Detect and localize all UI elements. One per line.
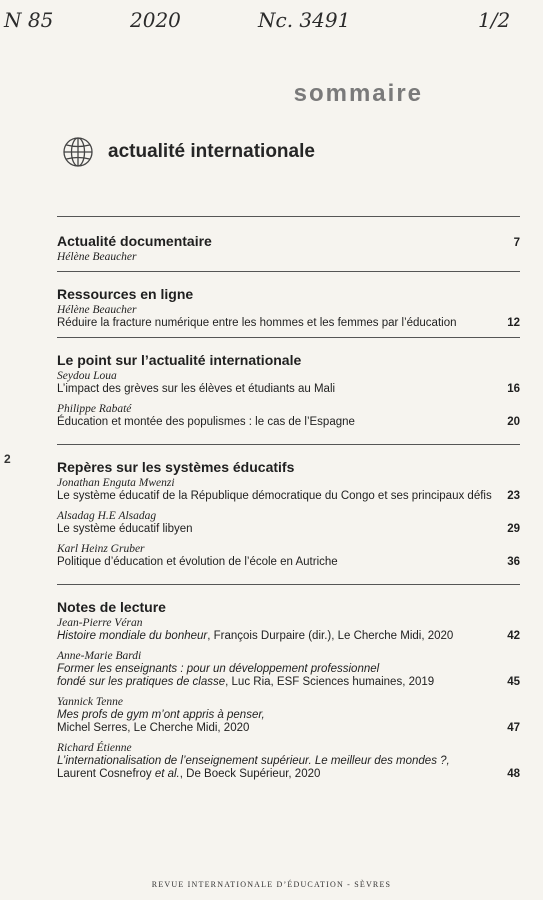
toc-author: Jonathan Enguta Mwenzi (57, 477, 175, 489)
book-title: Former les enseignants : pour un développement professionnel (57, 663, 380, 675)
toc-entry-title: Éducation et montée des populismes : le cas de l’Espagne (57, 416, 355, 428)
toc-entry (57, 696, 520, 734)
toc-entry-title: Le système éducatif libyen (57, 523, 193, 535)
toc-entry (57, 650, 520, 688)
table-of-contents (57, 216, 520, 796)
toc-entry (57, 510, 520, 535)
toc-section (57, 584, 520, 796)
book-details: Michel Serres, Le Cherche Midi, 2020 (57, 722, 250, 734)
toc-author: Karl Heinz Gruber (57, 543, 145, 555)
toc-section (57, 337, 520, 444)
toc-entry-title: L’impact des grèves sur les élèves et étudiants au Mali (57, 383, 336, 395)
toc-section (57, 444, 520, 584)
page-number: 7 (513, 237, 520, 249)
book-details: , François Durpaire (dir.), Le Cherche Midi, 2020 (207, 630, 454, 642)
book-title: Histoire mondiale du bonheur (57, 630, 208, 642)
toc-section-title: Notes de lecture (57, 599, 166, 615)
page-number: 23 (507, 490, 520, 502)
toc-section-title: Le point sur l’actualité internationale (57, 352, 302, 368)
toc-section (57, 271, 520, 337)
page-number: 20 (507, 416, 520, 428)
toc-entry (57, 742, 520, 780)
book-details: et al. (154, 768, 180, 780)
toc-entry (57, 477, 520, 502)
page-number: 29 (507, 523, 520, 535)
toc-entry (57, 403, 520, 428)
toc-author: Seydou Loua (57, 370, 117, 382)
toc-author: Hélène Beaucher (57, 251, 137, 263)
toc-author: Richard Étienne (57, 742, 132, 754)
toc-section (57, 216, 520, 271)
handwritten-note: Nc. 3491 (258, 8, 351, 32)
toc-entry (57, 617, 520, 642)
page-number: 2 (4, 452, 11, 466)
page-number: 12 (507, 317, 520, 329)
page-title: sommaire (293, 80, 423, 107)
book-details: , Luc Ria, ESF Sciences humaines, 2019 (225, 676, 435, 688)
page-number: 48 (507, 768, 520, 780)
toc-section-title: Actualité documentaire (57, 233, 212, 249)
book-details: Laurent Cosnefroy (57, 768, 155, 780)
handwritten-note: N 85 (4, 8, 54, 32)
toc-author: Philippe Rabaté (57, 403, 132, 415)
handwritten-note: 1/2 (478, 8, 511, 32)
toc-entry-title: Le système éducatif de la République démocratique du Congo et ses principaux défis (57, 490, 492, 502)
toc-author: Yannick Tenne (57, 696, 123, 708)
page-number: 42 (507, 630, 520, 642)
toc-entry-title: Politique d’éducation et évolution de l’école en Autriche (57, 556, 338, 568)
book-details: , De Boeck Supérieur, 2020 (179, 768, 321, 780)
toc-entry-title: Réduire la fracture numérique entre les hommes et les femmes par l’éducation (57, 317, 457, 329)
globe-icon (62, 136, 94, 168)
book-title: L’internationalisation de l’enseignement supérieur. Le meilleur des mondes ?, (57, 755, 450, 767)
journal-footer: REVUE INTERNATIONALE D’ÉDUCATION - SÈVRES (151, 880, 392, 889)
handwritten-note: 2020 (130, 8, 181, 32)
toc-author: Hélène Beaucher (57, 304, 137, 316)
toc-author: Anne-Marie Bardi (57, 650, 142, 662)
toc-entry (57, 543, 520, 568)
page-number: 16 (507, 383, 520, 395)
page-number: 47 (507, 722, 520, 734)
section-title: actualité internationale (108, 141, 315, 162)
toc-entry (57, 370, 520, 395)
section-header (62, 136, 315, 168)
page-number: 36 (507, 556, 520, 568)
toc-entry (57, 317, 520, 329)
book-title: Mes profs de gym m’ont appris à penser, (57, 709, 265, 721)
toc-author: Jean-Pierre Véran (57, 617, 143, 629)
page-number: 45 (507, 676, 520, 688)
toc-author: Alsadag H.E Alsadag (57, 510, 157, 522)
toc-section-title: Repères sur les systèmes éducatifs (57, 459, 295, 475)
book-title: fondé sur les pratiques de classe (57, 676, 226, 688)
toc-section-title: Ressources en ligne (57, 286, 194, 302)
